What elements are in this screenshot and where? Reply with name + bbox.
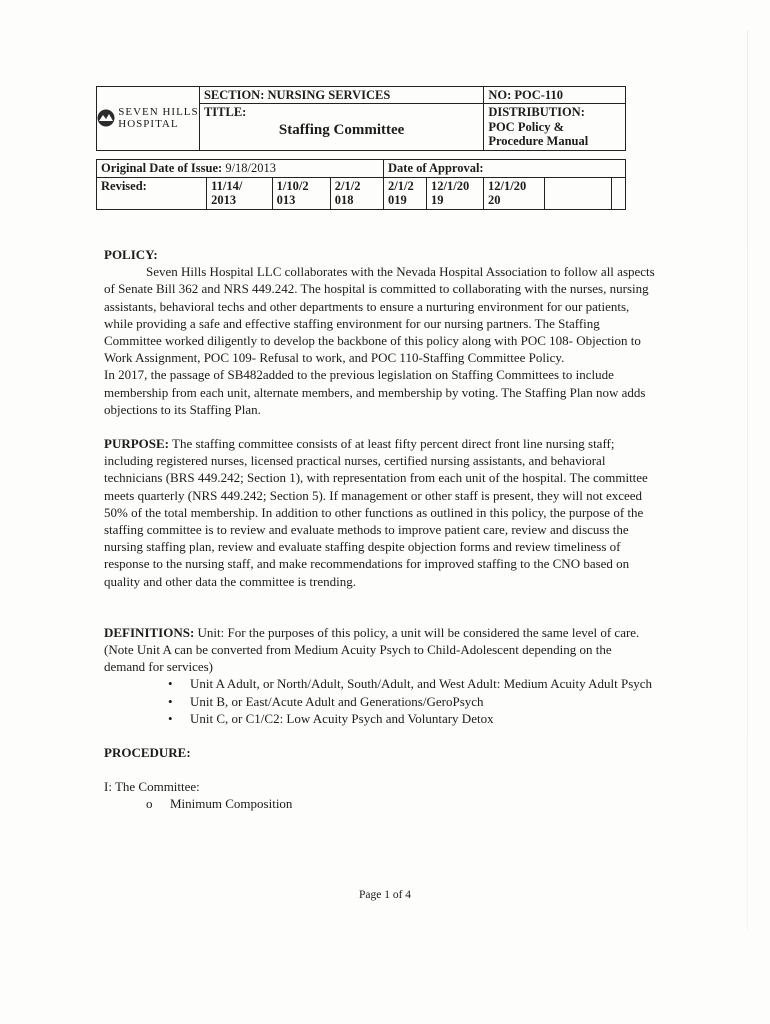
- revision-date: 11/14/ 2013: [207, 178, 273, 210]
- distribution-cell: [484, 104, 626, 150]
- purpose-paragraph: [104, 435, 656, 590]
- distribution-value: POC Policy & Procedure Manual: [488, 119, 589, 149]
- section-cell: SECTION: NURSING SERVICES: [199, 87, 483, 104]
- procedure-subitem: [104, 795, 656, 812]
- definitions-paragraph: [104, 624, 656, 676]
- hospital-logo-icon: [97, 109, 115, 127]
- document-body: [104, 246, 656, 813]
- purpose-text: The staffing committee consists of at least fifty percent direct front line nursing staff; including registered nurses, licensed practical nurses, certified nursing assistants, and behavioral technicians (BRS 449.242; Section 1), with representation from each unit of the hospital. The committee meets quarterly (NRS 449.242; Section 5). If management or other staff is present, they will not exceed 50% of the total membership. In addition to other functions as outlined in this policy, the purpose of the staffing committee is to review and evaluate methods to improve patient care, review and discuss the nursing staffing plan, review and evaluate staffing despite objection forms and review timeliness of response to the nursing staff, and make recommendations for improved staffing to the CNO based on quality and other data the committee is trending.: [104, 436, 648, 589]
- purpose-heading: PURPOSE:: [104, 436, 169, 452]
- revision-date: 12/1/20 20: [484, 178, 545, 210]
- procedure-heading: PROCEDURE:: [104, 745, 191, 761]
- policy-number-cell: NO: POC-110: [484, 87, 626, 104]
- definitions-heading: DEFINITIONS:: [104, 624, 195, 640]
- list-item: • Unit A Adult, or North/Adult, South/Adult, and West Adult: Medium Acuity Adult Psych: [166, 675, 656, 692]
- hospital-logo: [97, 106, 199, 130]
- logo-line1: SEVEN HILLS: [118, 106, 199, 119]
- revision-date: 2/1/2 019: [384, 178, 427, 210]
- original-date-label: Original Date of Issue:: [101, 161, 223, 175]
- original-date-cell: [97, 160, 384, 178]
- revision-empty: [545, 178, 612, 210]
- revised-label: Revised:: [97, 178, 207, 210]
- header-table: [96, 86, 626, 151]
- revision-date: 12/1/20 19: [427, 178, 484, 210]
- scan-artifact: [747, 30, 748, 930]
- document-title: Staffing Committee: [278, 121, 405, 138]
- policy-paragraph-2: In 2017, the passage of SB482added to the previous legislation on Staffing Committees to include membership from each unit, alternate members, and membership by voting. The Staffing Plan now adds objections to its Staffing Plan.: [104, 367, 646, 417]
- original-date-value: 9/18/2013: [225, 161, 277, 175]
- page-number: Page 1 of 4: [358, 889, 412, 901]
- definitions-text: Unit: For the purposes of this policy, a unit will be considered the same level of care. (Note Unit A can be converted from Medium Acuity Psych to Child-Adolescent depending on the demand for services): [104, 624, 640, 675]
- logo-line2: HOSPITAL: [118, 118, 179, 131]
- policy-paragraph: Seven Hills Hospital LLC collaborates with the Nevada Hospital Association to follow all aspects of Senate Bill 362 and NRS 449.242. The hospital is committed to collaborating with the nurses, nursing assistants, behavioral techs and other departments to ensure a nurturing environment for our patients, while providing a safe and effective staffing environment for our nursing partners. The Staffing Committee worked diligently to develop the backbone of this policy along with POC 108- Objection to Work Assignment, POC 109- Refusal to work, and POC 110-Staffing Committee Policy.: [104, 264, 655, 366]
- sub-bullet-marker: o: [146, 796, 153, 812]
- logo-cell: [97, 87, 200, 151]
- procedure-subitem-text: Minimum Composition: [170, 796, 293, 812]
- distribution-label: DISTRIBUTION:: [488, 105, 585, 120]
- procedure-item: I: The Committee:: [104, 779, 200, 795]
- title-label: TITLE:: [203, 105, 247, 120]
- unit-list: [104, 675, 656, 727]
- revision-empty: [612, 178, 626, 210]
- title-cell: [199, 104, 483, 150]
- revision-table: [96, 159, 626, 210]
- list-item: • Unit C, or C1/C2: Low Acuity Psych and Voluntary Detox: [166, 710, 656, 727]
- list-item: • Unit B, or East/Acute Adult and Generations/GeroPsych: [166, 693, 656, 710]
- policy-heading: POLICY:: [104, 247, 158, 262]
- revision-date: 1/10/2 013: [272, 178, 330, 210]
- approval-date-cell: Date of Approval:: [384, 160, 626, 178]
- revision-date: 2/1/2 018: [330, 178, 383, 210]
